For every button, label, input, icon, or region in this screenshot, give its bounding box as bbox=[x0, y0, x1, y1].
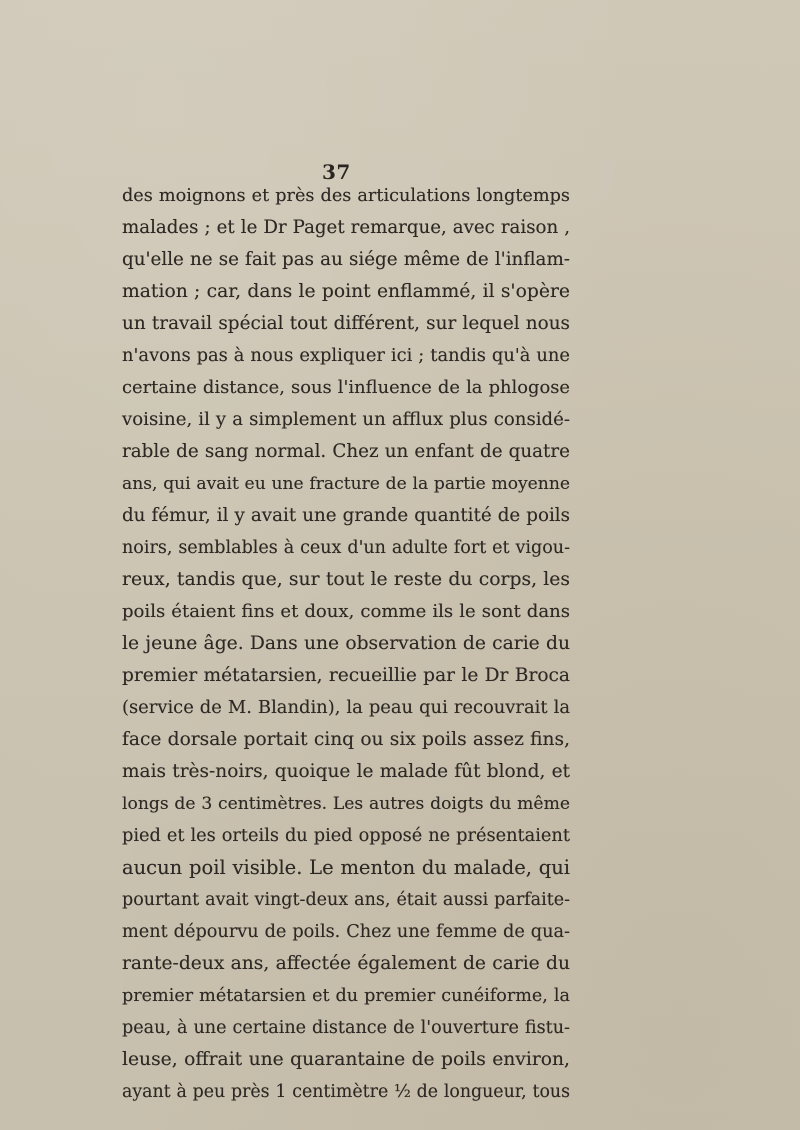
text-line: face dorsale portait cinq ou six poils assez fins, bbox=[122, 729, 570, 750]
text-line: aucun poil visible. Le menton du malade, qui bbox=[122, 856, 570, 879]
text-line: qu'elle ne se fait pas au siége même de l'inflam- bbox=[122, 249, 570, 270]
text-line: pourtant avait vingt-deux ans, était aussi parfaite- bbox=[122, 890, 570, 910]
text-line: rable de sang normal. Chez un enfant de quatre bbox=[122, 441, 570, 462]
text-line: peau, à une certaine distance de l'ouverture fistu- bbox=[122, 1018, 570, 1038]
text-line: le jeune âge. Dans une observation de carie du bbox=[122, 633, 570, 654]
text-line: mation ; car, dans le point enflammé, il s'opère bbox=[122, 281, 570, 302]
text-line: du fémur, il y avait une grande quantité de poils bbox=[122, 505, 570, 526]
text-line: pied et les orteils du pied opposé ne présentaient bbox=[122, 826, 570, 846]
text-line: un travail spécial tout différent, sur lequel nous bbox=[122, 313, 570, 334]
text-line: noirs, semblables à ceux d'un adulte fort et vigou- bbox=[122, 538, 570, 558]
text-line: premier métatarsien et du premier cunéiforme, la bbox=[122, 986, 570, 1006]
text-line: certaine distance, sous l'influence de la phlogose bbox=[122, 377, 570, 398]
text-line: premier métatarsien, recueillie par le Dr Broca bbox=[122, 665, 570, 686]
text-line: poils étaient fins et doux, comme ils le sont dans bbox=[122, 601, 570, 622]
text-line: mais très-noirs, quoique le malade fût blond, et bbox=[122, 761, 570, 782]
text-line: malades ; et le Dr Paget remarque, avec raison , bbox=[122, 217, 570, 238]
text-line: (service de M. Blandin), la peau qui recouvrait la bbox=[122, 697, 570, 718]
text-line: reux, tandis que, sur tout le reste du corps, les bbox=[122, 569, 570, 590]
text-line: rante-deux ans, affectée également de carie du bbox=[122, 953, 570, 974]
text-line: longs de 3 centimètres. Les autres doigts du même bbox=[122, 794, 570, 814]
text-line: leuse, offrait une quarantaine de poils environ, bbox=[122, 1049, 570, 1070]
text-line: n'avons pas à nous expliquer ici ; tandis qu'à une bbox=[122, 345, 570, 366]
text-line: ayant à peu près 1 centimètre ½ de longueur, tous bbox=[122, 1082, 570, 1102]
text-line: des moignons et près des articulations longtemps bbox=[122, 186, 570, 206]
page-number: 37 bbox=[322, 160, 351, 184]
text-line: ans, qui avait eu une fracture de la partie moyenne bbox=[122, 474, 570, 494]
text-line: ment dépourvu de poils. Chez une femme de qua- bbox=[122, 922, 570, 942]
body-text bbox=[122, 180, 570, 1108]
text-line: voisine, il y a simplement un afflux plus considé- bbox=[122, 409, 570, 430]
